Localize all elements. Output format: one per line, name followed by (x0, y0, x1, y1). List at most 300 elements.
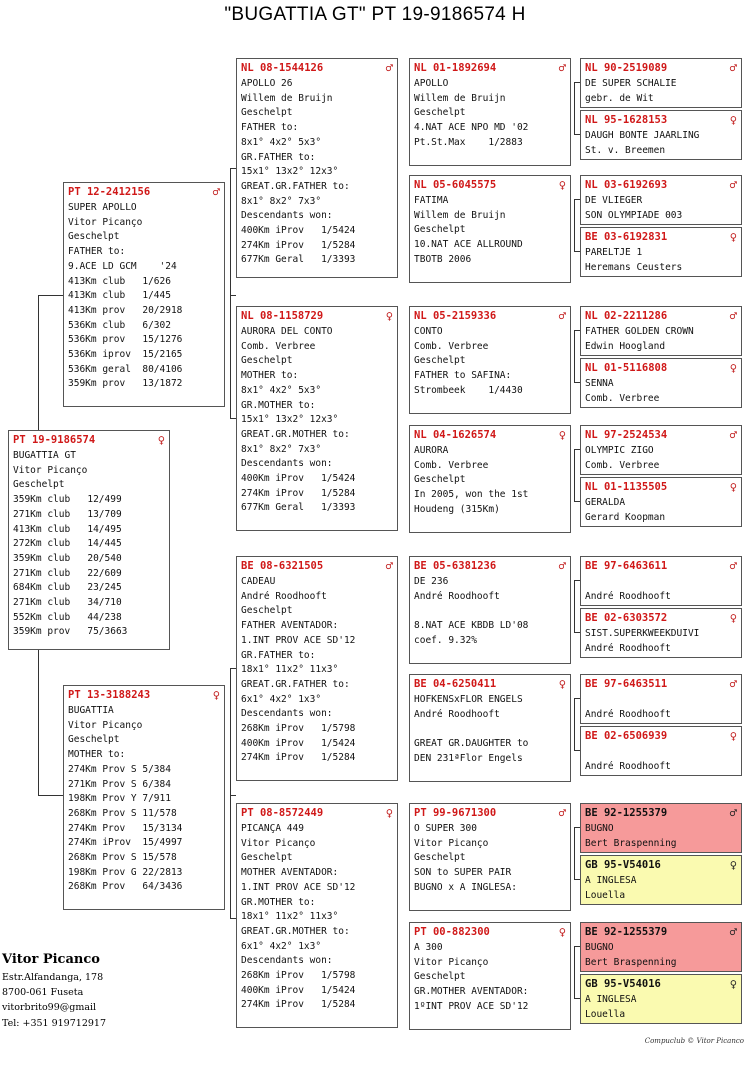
ring-number: NL 01-5116808 (585, 362, 668, 374)
pigeon-detail-line: St. v. Breemen (585, 144, 666, 156)
pigeon-detail-line: Geschelpt (414, 852, 466, 864)
pigeon-detail-line: André Roodhooft (585, 760, 671, 772)
pigeon-name: DE 236 (414, 576, 449, 587)
connector-line (230, 168, 236, 169)
pigeon-header (237, 307, 397, 323)
pigeon-header (410, 675, 570, 691)
pigeon-detail-line: coef. 9.32% (414, 634, 477, 646)
owner-email: vitorbrito99@gmail (2, 1002, 97, 1014)
pigeon-detail-line: 274Km iProv 15/4997 (68, 837, 183, 849)
ring-number: GB 95-V54016 (585, 978, 661, 990)
pigeon-detail-line: 274Km Prov S 5/384 (68, 763, 171, 775)
pigeon-name: PARELTJE 1 (585, 247, 643, 258)
pigeon-detail-line: Bert Braspenning (585, 837, 677, 849)
connector-line (574, 827, 575, 879)
pigeon-detail-line: BUGNO x A INGLESA: (414, 881, 517, 893)
pigeon-detail-line: 413Km prov 20/2918 (68, 304, 183, 316)
pigeon-name: PICANÇA 449 (241, 823, 304, 834)
pigeon-name: GERALDA (585, 497, 626, 508)
pigeon-detail-line: 198Km Prov Y 7/911 (68, 793, 171, 805)
connector-line (230, 918, 236, 919)
pigeon-name: BUGNO (585, 942, 614, 953)
pigeon-detail-line: 536Km geral 80/4106 (68, 363, 183, 375)
pigeon-detail-line: Willem de Bruijn (414, 209, 506, 221)
pigeon-detail-line: Vitor Picanço (414, 837, 489, 849)
pigeon-detail-line: 274Km iProv 1/5284 (241, 487, 356, 499)
pigeon-detail-line: Geschelpt (414, 971, 466, 983)
pigeon-card-g4 (580, 227, 742, 277)
pigeon-detail-line: 268Km Prov S 11/578 (68, 807, 177, 819)
male-symbol-icon: ♂ (558, 61, 566, 75)
pigeon-detail-line: 6x1° 4x2° 1x3° (241, 940, 322, 952)
pigeon-detail-line: Heremans Ceusters (585, 261, 683, 273)
pigeon-detail-line: 536Km club 6/302 (68, 319, 171, 331)
pigeon-header (237, 804, 397, 820)
male-symbol-icon: ♂ (385, 61, 393, 75)
female-symbol-icon: ♀ (385, 309, 393, 323)
pigeon-name: O SUPER 300 (414, 823, 477, 834)
male-symbol-icon: ♂ (558, 559, 566, 573)
pigeon-detail-line: Gerard Koopman (585, 511, 666, 523)
pigeon-name: BUGATTIA (68, 705, 114, 716)
pigeon-detail-line: Comb. Verbree (241, 340, 316, 352)
pigeon-detail-line: 1ºINT PROV ACE SD'12 (414, 1000, 529, 1012)
pigeon-header (410, 923, 570, 939)
ring-number: BE 05-6381236 (414, 560, 497, 572)
female-symbol-icon: ♀ (558, 677, 566, 691)
ring-number: NL 05-6045575 (414, 179, 497, 191)
pigeon-detail-line: Descendants won: (241, 458, 333, 470)
pigeon-detail-line: André Roodhooft (585, 708, 671, 720)
pigeon-card-g12 (580, 726, 742, 776)
pigeon-header (9, 431, 169, 447)
pigeon-card-mmf (409, 803, 571, 911)
connector-line (574, 632, 580, 633)
pigeon-detail-line: 268Km Prov S 15/578 (68, 852, 177, 864)
pigeon-header (237, 59, 397, 75)
pigeon-name: CONTO (414, 326, 443, 337)
connector-line (574, 879, 580, 880)
ring-number: NL 01-1135505 (585, 481, 668, 493)
ring-number: PT 00-882300 (414, 926, 490, 938)
pigeon-detail-line: GR.FATHER to: (241, 151, 316, 163)
pigeon-header (581, 727, 741, 743)
pigeon-header (410, 426, 570, 442)
connector-line (574, 134, 580, 135)
pigeon-detail-line: 413Km club 1/445 (68, 290, 171, 302)
pigeon-header (410, 557, 570, 573)
pigeon-detail-line: 552Km club 44/238 (13, 611, 122, 623)
pigeon-detail-line: 271Km club 13/709 (13, 508, 122, 520)
pigeon-detail-line: Comb. Verbree (585, 459, 660, 471)
ring-number: BE 97-6463511 (585, 678, 668, 690)
pigeon-detail-line: FATHER to: (68, 246, 126, 258)
pigeon-header (581, 609, 741, 625)
female-symbol-icon: ♀ (729, 858, 737, 872)
connector-line (38, 295, 39, 430)
pigeon-detail-line: André Roodhooft (241, 590, 327, 602)
pigeon-card-g14 (580, 855, 742, 905)
pigeon-detail-line: 274Km iProv 1/5284 (241, 752, 356, 764)
pigeon-detail-line: Comb. Verbree (585, 392, 660, 404)
pigeon-card-mfm (409, 674, 571, 782)
pigeon-detail-line: Willem de Bruijn (414, 92, 506, 104)
pigeon-header (410, 804, 570, 820)
pigeon-detail-line: 8x1° 8x2° 7x3° (241, 443, 322, 455)
male-symbol-icon: ♂ (729, 677, 737, 691)
pigeon-header (581, 975, 741, 991)
pigeon-card-mf (236, 556, 398, 781)
pigeon-name: BUGATTIA GT (13, 450, 76, 461)
pigeon-detail-line: 6x1° 4x2° 1x3° (241, 693, 322, 705)
pigeon-detail-line: 536Km iprov 15/2165 (68, 349, 183, 361)
pigeon-detail-line: Edwin Hoogland (585, 340, 666, 352)
owner-phone: Tel: +351 919712917 (2, 1017, 106, 1029)
pigeon-header (410, 59, 570, 75)
pigeon-header (581, 478, 741, 494)
pigeon-detail-line: 677Km Geral 1/3393 (241, 502, 356, 514)
ring-number: BE 04-6250411 (414, 678, 497, 690)
pigeon-card-g11 (580, 674, 742, 724)
pigeon-detail-line: DEN 231ªFlor Engels (414, 752, 523, 764)
pigeon-detail-line: 8.NAT ACE KBDB LD'08 (414, 620, 529, 632)
pigeon-name: A 300 (414, 942, 443, 953)
pigeon-name: SUPER APOLLO (68, 202, 137, 213)
pigeon-card-g15 (580, 922, 742, 972)
pigeon-detail-line: GREAT.GR.MOTHER to: (241, 925, 350, 937)
pigeon-detail-line: 268Km iProv 1/5798 (241, 723, 356, 735)
male-symbol-icon: ♂ (729, 61, 737, 75)
pigeon-header (581, 59, 741, 75)
ring-number: PT 13-3188243 (68, 689, 151, 701)
pigeon-detail-line: Louella (585, 1008, 626, 1020)
pigeon-detail-line: MOTHER AVENTADOR: (241, 867, 339, 879)
female-symbol-icon: ♀ (729, 480, 737, 494)
connector-line (574, 330, 575, 382)
male-symbol-icon: ♂ (212, 185, 220, 199)
pigeon-detail-line: 271Km club 34/710 (13, 597, 122, 609)
pigeon-header (581, 228, 741, 244)
owner-name: Vitor Picanco (2, 952, 100, 967)
pigeon-detail-line: 536Km prov 15/1276 (68, 334, 183, 346)
owner-postcode-line: 8700-061 Fuseta (2, 987, 84, 999)
female-symbol-icon: ♀ (729, 361, 737, 375)
connector-line (38, 295, 63, 296)
pigeon-card-g8 (580, 477, 742, 527)
pigeon-header (410, 307, 570, 323)
pigeon-detail-line: 400Km iProv 1/5424 (241, 737, 356, 749)
connector-line (574, 946, 575, 998)
pigeon-detail-line: 274Km iProv 1/5284 (241, 239, 356, 251)
pigeon-detail-line: 268Km iProv 1/5798 (241, 970, 356, 982)
pigeon-detail-line: MOTHER to: (68, 749, 126, 761)
pigeon-detail-line: 1.INT PROV ACE SD'12 (241, 881, 356, 893)
pigeon-card-g9 (580, 556, 742, 606)
female-symbol-icon: ♀ (558, 925, 566, 939)
ring-number: NL 02-2211286 (585, 310, 668, 322)
pigeon-name: DE SUPER SCHALIE (585, 78, 677, 89)
pigeon-name: FATHER GOLDEN CROWN (585, 326, 694, 337)
pigeon-card-m (63, 685, 225, 910)
pigeon-detail-line: Geschelpt (414, 355, 466, 367)
pigeon-name: AURORA (414, 445, 449, 456)
pigeon-detail-line: GREAT.GR.FATHER to: (241, 678, 350, 690)
pigeon-detail-line: FATHER to SAFINA: (414, 370, 512, 382)
pigeon-detail-line: Geschelpt (241, 355, 293, 367)
connector-line (38, 650, 39, 795)
pigeon-name: A INGLESA (585, 875, 637, 886)
pigeon-detail-line (414, 722, 566, 737)
pigeon-card-bird (8, 430, 170, 650)
pigeon-card-g16 (580, 974, 742, 1024)
pigeon-detail-line: Geschelpt (414, 107, 466, 119)
pigeon-card-ffm (409, 175, 571, 283)
pigeon-detail-line: 400Km iProv 1/5424 (241, 984, 356, 996)
ring-number: NL 01-1892694 (414, 62, 497, 74)
pigeon-header (581, 359, 741, 375)
pigeon-header (581, 307, 741, 323)
pigeon-detail-line: Comb. Verbree (414, 459, 489, 471)
connector-line (574, 251, 580, 252)
pigeon-detail-line: 15x1° 13x2° 12x3° (241, 414, 339, 426)
pigeon-detail-line: 684Km club 23/245 (13, 582, 122, 594)
pigeon-detail-line: Vitor Picanço (68, 719, 143, 731)
male-symbol-icon: ♂ (385, 559, 393, 573)
pigeon-detail-line: 8x1° 4x2° 5x3° (241, 136, 322, 148)
connector-line (230, 168, 231, 418)
pigeon-detail-line: 18x1° 11x2° 11x3° (241, 911, 339, 923)
connector-line (574, 501, 580, 502)
pigeon-detail-line: 359Km prov 75/3663 (13, 626, 128, 638)
female-symbol-icon: ♀ (157, 433, 165, 447)
pigeon-detail-line: 1.INT PROV ACE SD'12 (241, 634, 356, 646)
pigeon-detail-line: Pt.St.Max 1/2883 (414, 136, 523, 148)
connector-line (230, 418, 236, 419)
pigeon-detail-line: GR.MOTHER to: (241, 896, 316, 908)
pigeon-name: DE VLIEGER (585, 195, 643, 206)
pigeon-detail-line: 8x1° 8x2° 7x3° (241, 195, 322, 207)
pigeon-name: APOLLO (414, 78, 449, 89)
connector-line (574, 998, 580, 999)
pigeon-name: FATIMA (414, 195, 449, 206)
pigeon-name: APOLLO 26 (241, 78, 293, 89)
pigeon-detail-line: 271Km club 22/609 (13, 567, 122, 579)
pigeon-header (581, 804, 741, 820)
pigeon-detail-line: Descendants won: (241, 210, 333, 222)
pigeon-detail-line: 413Km club 14/495 (13, 523, 122, 535)
ring-number: PT 19-9186574 (13, 434, 96, 446)
female-symbol-icon: ♀ (558, 178, 566, 192)
pigeon-detail-line: FATHER to: (241, 122, 299, 134)
pigeon-card-ff (236, 58, 398, 278)
pigeon-detail-line: SON to SUPER PAIR (414, 867, 512, 879)
connector-line (574, 449, 575, 501)
pigeon-detail-line: Geschelpt (13, 479, 65, 491)
ring-number: GB 95-V54016 (585, 859, 661, 871)
pigeon-detail-line: 4.NAT ACE NPO MD '02 (414, 122, 529, 134)
male-symbol-icon: ♂ (558, 806, 566, 820)
ring-number: NL 95-1628153 (585, 114, 668, 126)
pigeon-detail-line (414, 604, 566, 619)
connector-line (574, 750, 580, 751)
female-symbol-icon: ♀ (729, 977, 737, 991)
pigeon-card-f (63, 182, 225, 407)
connector-line (230, 668, 236, 669)
pigeon-detail-line: In 2005, won the 1st (414, 489, 529, 501)
male-symbol-icon: ♂ (729, 806, 737, 820)
pigeon-name (585, 745, 737, 760)
pigeon-detail-line: GREAT GR.DAUGHTER to (414, 738, 529, 750)
female-symbol-icon: ♀ (385, 806, 393, 820)
pigeon-detail-line: gebr. de Wit (585, 92, 654, 104)
pigeon-card-mmm (409, 922, 571, 1030)
pigeon-name: SIST.SUPERKWEEKDUIVI (585, 628, 700, 639)
pigeon-detail-line: 15x1° 13x2° 12x3° (241, 166, 339, 178)
female-symbol-icon: ♀ (729, 230, 737, 244)
pigeon-detail-line: André Roodhooft (585, 590, 671, 602)
pigeon-card-g3 (580, 175, 742, 225)
pigeon-detail-line: Vitor Picanço (241, 837, 316, 849)
pigeon-card-g5 (580, 306, 742, 356)
ring-number: NL 97-2524534 (585, 429, 668, 441)
ring-number: NL 08-1158729 (241, 310, 324, 322)
connector-line (574, 382, 580, 383)
pigeon-detail-line: André Roodhooft (585, 642, 671, 654)
ring-number: PT 12-2412156 (68, 186, 151, 198)
pigeon-detail-line: GR.FATHER to: (241, 649, 316, 661)
pigeon-card-fmf (409, 306, 571, 414)
pigeon-detail-line: FATHER AVENTADOR: (241, 620, 339, 632)
pigeon-detail-line: Comb. Verbree (414, 340, 489, 352)
ring-number: BE 02-6506939 (585, 730, 668, 742)
pigeon-header (581, 176, 741, 192)
pigeon-header (581, 675, 741, 691)
ring-number: BE 92-1255379 (585, 807, 668, 819)
pigeon-header (581, 111, 741, 127)
pigeon-name: HOFKENSxFLOR ENGELS (414, 694, 523, 705)
ring-number: PT 08-8572449 (241, 807, 324, 819)
pigeon-detail-line: TBOTB 2006 (414, 253, 472, 265)
pigeon-card-mff (409, 556, 571, 664)
pigeon-detail-line: GREAT.GR.MOTHER to: (241, 428, 350, 440)
pigeon-detail-line: Louella (585, 889, 626, 901)
pigeon-detail-line: Geschelpt (414, 474, 466, 486)
pigeon-detail-line: SON OLYMPIADE 003 (585, 209, 683, 221)
pigeon-name: AURORA DEL CONTO (241, 326, 333, 337)
pigeon-detail-line: 18x1° 11x2° 11x3° (241, 664, 339, 676)
pigeon-detail-line: 9.ACE LD GCM '24 (68, 260, 177, 272)
pigeon-detail-line: Willem de Bruijn (241, 92, 333, 104)
pigeon-detail-line: Geschelpt (241, 852, 293, 864)
pigeon-detail-line: 413Km club 1/626 (68, 275, 171, 287)
pigeon-name: CADEAU (241, 576, 276, 587)
pigeon-name: A INGLESA (585, 994, 637, 1005)
pigeon-detail-line: 677Km Geral 1/3393 (241, 254, 356, 266)
male-symbol-icon: ♂ (729, 428, 737, 442)
pigeon-header (410, 176, 570, 192)
pigeon-detail-line: 272Km club 14/445 (13, 538, 122, 550)
male-symbol-icon: ♂ (729, 309, 737, 323)
pigeon-header (581, 557, 741, 573)
owner-address-line: Estr.Alfandanga, 178 (2, 972, 104, 983)
pigeon-name (585, 575, 737, 590)
ring-number: BE 92-1255379 (585, 926, 668, 938)
male-symbol-icon: ♂ (729, 178, 737, 192)
owner-info (2, 950, 106, 1031)
footer-credit: Compuclub © Vitor Picanco (644, 1037, 744, 1045)
connector-line (574, 199, 575, 251)
connector-line (230, 668, 231, 918)
connector-line (574, 698, 575, 750)
ring-number: NL 90-2519089 (585, 62, 668, 74)
pigeon-card-g2 (580, 110, 742, 160)
pigeon-name: BUGNO (585, 823, 614, 834)
pigeon-card-fmm (409, 425, 571, 533)
pigeon-card-fff (409, 58, 571, 166)
ring-number: NL 05-2159336 (414, 310, 497, 322)
female-symbol-icon: ♀ (729, 729, 737, 743)
pigeon-detail-line: 268Km Prov 64/3436 (68, 881, 183, 893)
ring-number: NL 03-6192693 (585, 179, 668, 191)
pigeon-detail-line: 274Km iProv 1/5284 (241, 999, 356, 1011)
pigeon-detail-line: André Roodhooft (414, 708, 500, 720)
pigeon-name: DAUGH BONTE JAARLING (585, 130, 700, 141)
pigeon-detail-line: GR.MOTHER to: (241, 399, 316, 411)
male-symbol-icon: ♂ (558, 309, 566, 323)
pigeon-detail-line: GREAT.GR.FATHER to: (241, 180, 350, 192)
pigeon-detail-line: GR.MOTHER AVENTADOR: (414, 986, 529, 998)
pedigree-title: "BUGATTIA GT" PT 19-9186574 H (224, 4, 526, 25)
ring-number: BE 08-6321505 (241, 560, 324, 572)
pigeon-detail-line: Bert Braspenning (585, 956, 677, 968)
pigeon-name: SENNA (585, 378, 614, 389)
pigeon-card-fm (236, 306, 398, 531)
pigeon-detail-line: 8x1° 4x2° 5x3° (241, 384, 322, 396)
pigeon-card-g7 (580, 425, 742, 475)
female-symbol-icon: ♀ (212, 688, 220, 702)
pigeon-detail-line: 198Km Prov G 22/2813 (68, 866, 183, 878)
female-symbol-icon: ♀ (729, 113, 737, 127)
pigeon-detail-line: 274Km Prov 15/3134 (68, 822, 183, 834)
pigeon-detail-line: Strombeek 1/4430 (414, 384, 523, 396)
ring-number: PT 99-9671300 (414, 807, 497, 819)
pigeon-header (581, 923, 741, 939)
pigeon-detail-line: 359Km club 20/540 (13, 552, 122, 564)
pigeon-card-g13 (580, 803, 742, 853)
pigeon-detail-line: Vitor Picanço (13, 464, 88, 476)
connector-line (38, 795, 63, 796)
pigeon-detail-line: 400Km iProv 1/5424 (241, 473, 356, 485)
pigeon-detail-line: Vitor Picanço (68, 216, 143, 228)
pigeon-detail-line: 359Km club 12/499 (13, 494, 122, 506)
ring-number: NL 08-1544126 (241, 62, 324, 74)
female-symbol-icon: ♀ (729, 611, 737, 625)
ring-number: BE 03-6192831 (585, 231, 668, 243)
pigeon-detail-line: 400Km iProv 1/5424 (241, 225, 356, 237)
pigeon-header (581, 426, 741, 442)
pigeon-name: OLYMPIC ZIGO (585, 445, 654, 456)
pigeon-detail-line: MOTHER to: (241, 370, 299, 382)
female-symbol-icon: ♀ (558, 428, 566, 442)
pigeon-detail-line: Houdeng (315Km) (414, 503, 500, 515)
pigeon-name (585, 693, 737, 708)
connector-line (574, 580, 575, 632)
pigeon-detail-line: Geschelpt (241, 107, 293, 119)
pigeon-header (581, 856, 741, 872)
pigeon-header (64, 183, 224, 199)
pigeon-detail-line: 359Km prov 13/1872 (68, 378, 183, 390)
pigeon-detail-line: Descendants won: (241, 708, 333, 720)
